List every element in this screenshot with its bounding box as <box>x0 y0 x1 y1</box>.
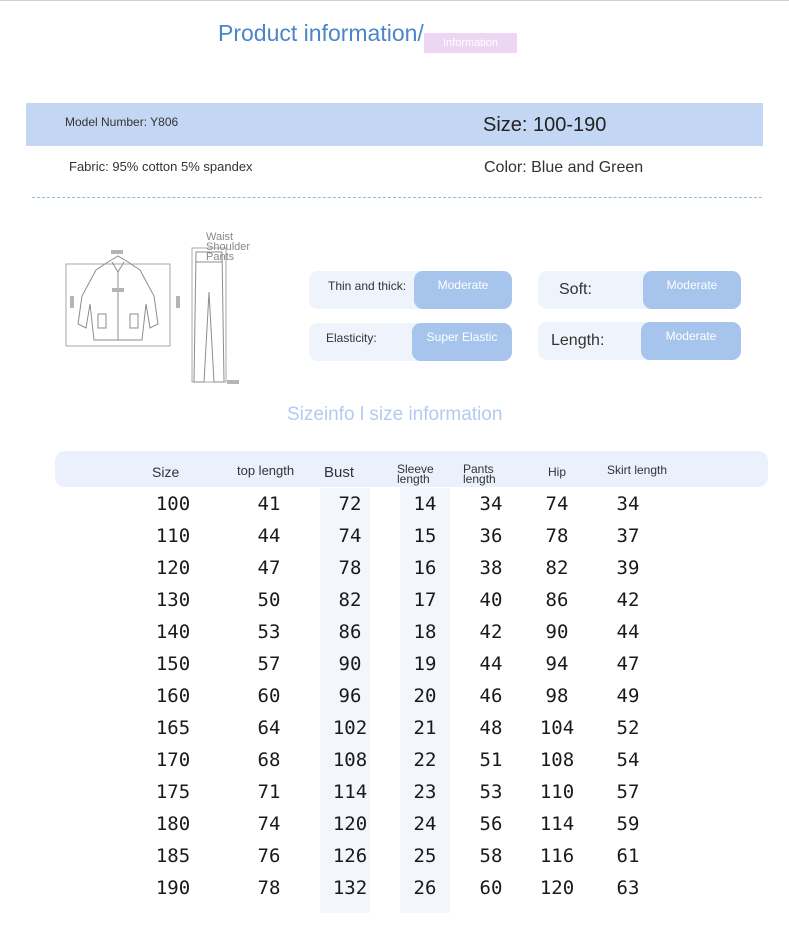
header-pants-line2: length <box>463 472 496 486</box>
cell-skirt-length: 61 <box>616 845 640 867</box>
sizeinfo-title: Sizeinfo l size information <box>287 404 503 425</box>
cell-pants-length: 56 <box>479 813 503 835</box>
waist-label: Waist <box>206 231 234 243</box>
cell-hip: 86 <box>545 589 569 611</box>
cell-pants-length: 34 <box>479 493 503 515</box>
cell-skirt-length: 42 <box>616 589 640 611</box>
cell-sleeve-length: 15 <box>413 525 437 547</box>
cell-size: 150 <box>155 653 191 675</box>
cell-size: 185 <box>155 845 191 867</box>
cell-pants-length: 38 <box>479 557 503 579</box>
cell-sleeve-length: 24 <box>413 813 437 835</box>
cell-bust: 102 <box>332 717 368 739</box>
cell-skirt-length: 47 <box>616 653 640 675</box>
cell-hip: 108 <box>539 749 575 771</box>
cell-sleeve-length: 16 <box>413 557 437 579</box>
cell-hip: 116 <box>539 845 575 867</box>
header-skirt-length: Skirt length <box>607 463 668 477</box>
header-sleeve-line2: length <box>397 472 430 486</box>
cell-sleeve-length: 18 <box>413 621 437 643</box>
cell-pants-length: 46 <box>479 685 503 707</box>
cell-skirt-length: 52 <box>616 717 640 739</box>
cell-top-length: 53 <box>257 621 281 643</box>
fabric-info: Fabric: 95% cotton 5% spandex <box>69 159 253 174</box>
cell-size: 160 <box>155 685 191 707</box>
cell-top-length: 57 <box>257 653 281 675</box>
cell-top-length: 50 <box>257 589 281 611</box>
header-sleeve-length <box>397 464 434 484</box>
cell-bust: 82 <box>338 589 362 611</box>
title-badge: Information <box>424 33 517 53</box>
cell-sleeve-length: 20 <box>413 685 437 707</box>
attr-label-soft: Soft: <box>559 281 592 298</box>
cell-top-length: 44 <box>257 525 281 547</box>
cell-hip: 110 <box>539 781 575 803</box>
cell-skirt-length: 54 <box>616 749 640 771</box>
header-top-length: top length <box>237 463 295 478</box>
cell-size: 110 <box>155 525 191 547</box>
cell-skirt-length: 39 <box>616 557 640 579</box>
cell-pants-length: 53 <box>479 781 503 803</box>
color-info: Color: Blue and Green <box>484 159 644 176</box>
cell-pants-length: 48 <box>479 717 503 739</box>
cell-size: 175 <box>155 781 191 803</box>
header-size: Size <box>152 464 180 480</box>
cell-top-length: 60 <box>257 685 281 707</box>
cell-bust: 114 <box>332 781 368 803</box>
cell-bust: 90 <box>338 653 362 675</box>
waist-shoulder-pants-label <box>206 232 250 262</box>
header-hip: Hip <box>548 465 567 479</box>
cell-sleeve-length: 25 <box>413 845 437 867</box>
cell-skirt-length: 49 <box>616 685 640 707</box>
cell-hip: 74 <box>545 493 569 515</box>
cell-size: 130 <box>155 589 191 611</box>
cell-pants-length: 44 <box>479 653 503 675</box>
cell-hip: 90 <box>545 621 569 643</box>
cell-bust: 132 <box>332 877 368 899</box>
cell-size: 170 <box>155 749 191 771</box>
page-title: Product information/ <box>218 20 424 46</box>
cell-top-length: 68 <box>257 749 281 771</box>
cell-size: 190 <box>155 877 191 899</box>
cell-pants-length: 60 <box>479 877 503 899</box>
cell-hip: 82 <box>545 557 569 579</box>
cell-skirt-length: 59 <box>616 813 640 835</box>
top-divider <box>0 0 789 1</box>
cell-size: 120 <box>155 557 191 579</box>
cell-sleeve-length: 19 <box>413 653 437 675</box>
cell-top-length: 64 <box>257 717 281 739</box>
cell-bust: 74 <box>338 525 362 547</box>
cell-pants-length: 58 <box>479 845 503 867</box>
header-pants-length <box>463 464 496 484</box>
cell-skirt-length: 57 <box>616 781 640 803</box>
cell-size: 140 <box>155 621 191 643</box>
cell-size: 180 <box>155 813 191 835</box>
attr-value-length: Moderate <box>641 322 741 360</box>
cell-bust: 86 <box>338 621 362 643</box>
size-range: Size: 100-190 <box>483 114 607 136</box>
model-number: Model Number: Y806 <box>65 115 179 129</box>
cell-sleeve-length: 22 <box>413 749 437 771</box>
cell-top-length: 78 <box>257 877 281 899</box>
cell-hip: 78 <box>545 525 569 547</box>
cell-hip: 98 <box>545 685 569 707</box>
cell-top-length: 76 <box>257 845 281 867</box>
attr-label-length: Length: <box>551 332 605 349</box>
shoulder-label: Shoulder <box>206 241 251 253</box>
cell-skirt-length: 63 <box>616 877 640 899</box>
cell-bust: 72 <box>338 493 362 515</box>
dashed-divider <box>32 197 762 198</box>
header-sleeve-line1: Sleeve <box>397 462 434 476</box>
cell-size: 165 <box>155 717 191 739</box>
cell-sleeve-length: 26 <box>413 877 437 899</box>
cell-sleeve-length: 17 <box>413 589 437 611</box>
cell-top-length: 71 <box>257 781 281 803</box>
cell-hip: 104 <box>539 717 575 739</box>
cell-bust: 78 <box>338 557 362 579</box>
attr-value-thickness: Moderate <box>414 271 512 309</box>
cell-pants-length: 42 <box>479 621 503 643</box>
cell-sleeve-length: 23 <box>413 781 437 803</box>
cell-size: 100 <box>155 493 191 515</box>
header-pants-line1: Pants <box>463 462 494 476</box>
cell-hip: 94 <box>545 653 569 675</box>
attr-label-elasticity: Elasticity: <box>326 331 377 345</box>
pants-label: Pants <box>206 251 235 263</box>
cell-sleeve-length: 14 <box>413 493 437 515</box>
cell-bust: 96 <box>338 685 362 707</box>
cell-bust: 120 <box>332 813 368 835</box>
cell-pants-length: 36 <box>479 525 503 547</box>
cell-skirt-length: 37 <box>616 525 640 547</box>
cell-pants-length: 40 <box>479 589 503 611</box>
attr-label-thickness: Thin and thick: <box>328 279 407 293</box>
cell-top-length: 47 <box>257 557 281 579</box>
cell-bust: 108 <box>332 749 368 771</box>
cell-bust: 126 <box>332 845 368 867</box>
header-bust: Bust <box>324 464 355 481</box>
cell-skirt-length: 34 <box>616 493 640 515</box>
cell-skirt-length: 44 <box>616 621 640 643</box>
cell-hip: 114 <box>539 813 575 835</box>
cell-hip: 120 <box>539 877 575 899</box>
attr-value-soft: Moderate <box>643 271 741 309</box>
cell-pants-length: 51 <box>479 749 503 771</box>
attr-value-elasticity: Super Elastic <box>412 323 512 361</box>
cell-top-length: 41 <box>257 493 281 515</box>
cell-top-length: 74 <box>257 813 281 835</box>
cell-sleeve-length: 21 <box>413 717 437 739</box>
